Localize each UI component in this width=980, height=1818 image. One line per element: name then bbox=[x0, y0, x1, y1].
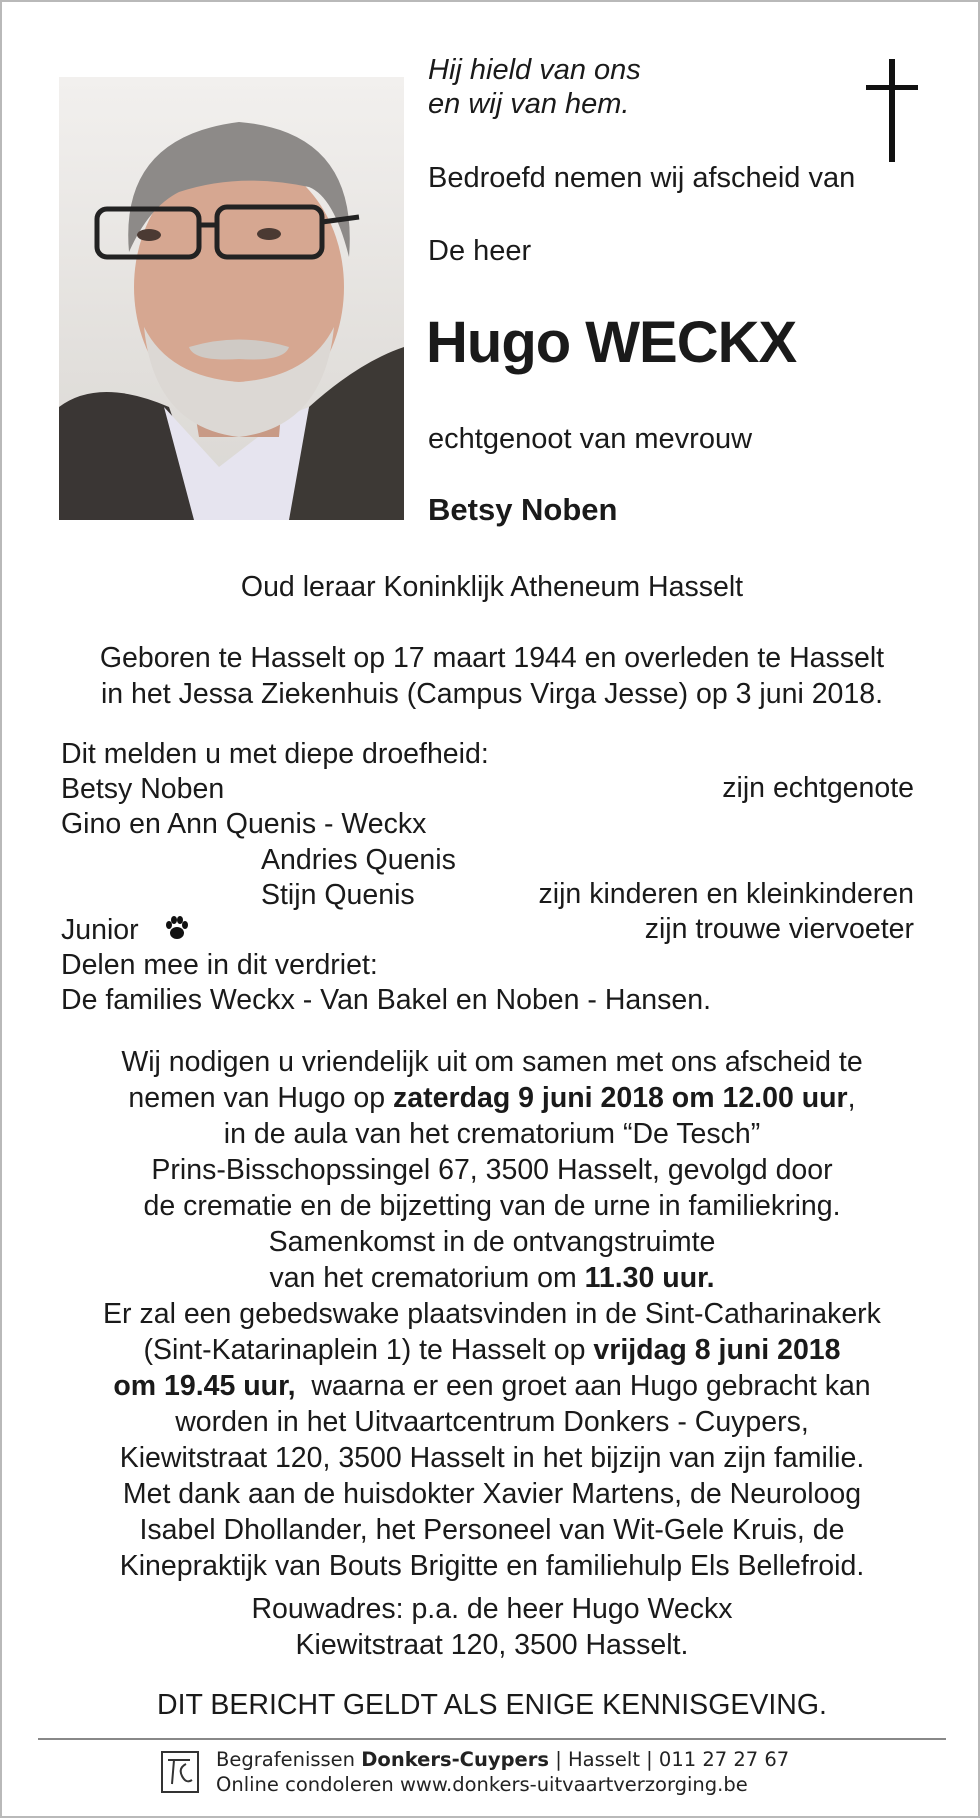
ceremony-text-span: waarna er een groet aan Hugo gebracht kan bbox=[295, 1370, 871, 1402]
families-line: De families Weckx - Van Bakel en Noben - Hansen. bbox=[61, 984, 711, 1016]
ceremony-line: worden in het Uitvaartcentrum Donkers - Cuypers, bbox=[175, 1406, 809, 1438]
announcement: Bedroefd nemen wij afscheid van bbox=[428, 162, 856, 194]
spouse-intro: echtgenoot van mevrouw bbox=[428, 423, 753, 455]
ceremony-line: in de aula van het crematorium “De Tesch” bbox=[223, 1118, 761, 1150]
paw-icon bbox=[163, 914, 191, 942]
share-heading: Delen mee in dit verdriet: bbox=[61, 949, 378, 981]
birth-death-info bbox=[42, 640, 942, 712]
wake-date: vrijdag 8 juni 2018 bbox=[593, 1334, 841, 1366]
ceremony-line: Met dank aan de huisdokter Xavier Martens, de Neuroloog bbox=[122, 1478, 862, 1510]
notice: DIT BERICHT GELDT ALS ENIGE KENNISGEVING. bbox=[157, 1689, 827, 1721]
footer-info bbox=[216, 1747, 789, 1797]
ceremony-text bbox=[42, 1044, 942, 1584]
family-grandchild-1: Andries Quenis bbox=[261, 844, 456, 876]
family-pet: Junior bbox=[61, 914, 139, 946]
mourning-address bbox=[42, 1591, 942, 1663]
footer-divider bbox=[38, 1738, 946, 1740]
family-grandchild-2: Stijn Quenis bbox=[261, 879, 415, 911]
family-children-role: zijn kinderen en kleinkinderen bbox=[538, 878, 914, 910]
intro-verse bbox=[428, 53, 641, 121]
ceremony-date: zaterdag 9 juni 2018 om 12.00 uur bbox=[393, 1082, 848, 1114]
footer-prefix: Begrafenissen bbox=[216, 1748, 362, 1771]
address-line-2: Kiewitstraat 120, 3500 Hasselt. bbox=[295, 1629, 689, 1661]
birth-death-line-1: Geboren te Hasselt op 17 maart 1944 en overleden te Hasselt bbox=[99, 642, 885, 674]
ceremony-line bbox=[42, 1260, 942, 1296]
funeral-home-logo bbox=[160, 1750, 200, 1794]
occupation: Oud leraar Koninklijk Atheneum Hasselt bbox=[240, 571, 744, 603]
ceremony-line bbox=[42, 1080, 942, 1116]
footer-contact: | Hasselt | 011 27 27 67 bbox=[549, 1748, 790, 1771]
ceremony-line: Prins-Bisschopssingel 67, 3500 Hasselt, gevolgd door bbox=[151, 1154, 833, 1186]
ceremony-line: Wij nodigen u vriendelijk uit om samen met ons afscheid te bbox=[121, 1046, 863, 1078]
family-spouse: Betsy Noben bbox=[61, 773, 225, 805]
cross-icon bbox=[862, 59, 922, 162]
ceremony-line bbox=[42, 1332, 942, 1368]
ceremony-line: Kinepraktijk van Bouts Brigitte en familiehulp Els Bellefroid. bbox=[119, 1550, 865, 1582]
family-heading: Dit melden u met diepe droefheid: bbox=[61, 738, 489, 770]
ceremony-line bbox=[42, 1368, 942, 1404]
address-line-1: Rouwadres: p.a. de heer Hugo Weckx bbox=[251, 1593, 733, 1625]
spouse-name: Betsy Noben bbox=[428, 492, 618, 527]
footer-company-line bbox=[216, 1747, 789, 1772]
footer-online-line: Online condoleren www.donkers-uitvaartverzorging.be bbox=[216, 1773, 748, 1796]
ceremony-line: de crematie en de bijzetting van de urne in familiekring. bbox=[143, 1190, 841, 1222]
title-prefix: De heer bbox=[428, 235, 532, 267]
ceremony-text-span: , bbox=[847, 1082, 856, 1114]
ceremony-line: Samenkomst in de ontvangstruimte bbox=[268, 1226, 716, 1258]
portrait-illustration bbox=[59, 77, 404, 520]
ceremony-line: Er zal een gebedswake plaatsvinden in de Sint-Catharinakerk bbox=[103, 1298, 881, 1330]
reception-time: 11.30 uur. bbox=[584, 1262, 715, 1294]
intro-line-2: en wij van hem. bbox=[428, 88, 630, 120]
ceremony-text-span: van het crematorium om bbox=[269, 1262, 585, 1294]
birth-death-line-2: in het Jessa Ziekenhuis (Campus Virga Jesse) op 3 juni 2018. bbox=[100, 678, 884, 710]
portrait-photo bbox=[59, 77, 404, 520]
family-spouse-role: zijn echtgenote bbox=[722, 772, 914, 804]
ceremony-text-span: nemen van Hugo op bbox=[128, 1082, 394, 1114]
family-children: Gino en Ann Quenis - Weckx bbox=[61, 808, 427, 840]
deceased-name: Hugo WECKX bbox=[426, 310, 797, 375]
footer-company: Donkers-Cuypers bbox=[361, 1748, 549, 1771]
intro-line-1: Hij hield van ons bbox=[428, 54, 641, 86]
ceremony-text-span: (Sint-Katarinaplein 1) te Hasselt op bbox=[143, 1334, 594, 1366]
ceremony-line: Kiewitstraat 120, 3500 Hasselt in het bijzijn van zijn familie. bbox=[119, 1442, 865, 1474]
ceremony-line: Isabel Dhollander, het Personeel van Wit-Gele Kruis, de bbox=[139, 1514, 845, 1546]
family-pet-role: zijn trouwe viervoeter bbox=[644, 913, 914, 945]
wake-time: om 19.45 uur, bbox=[113, 1370, 296, 1402]
